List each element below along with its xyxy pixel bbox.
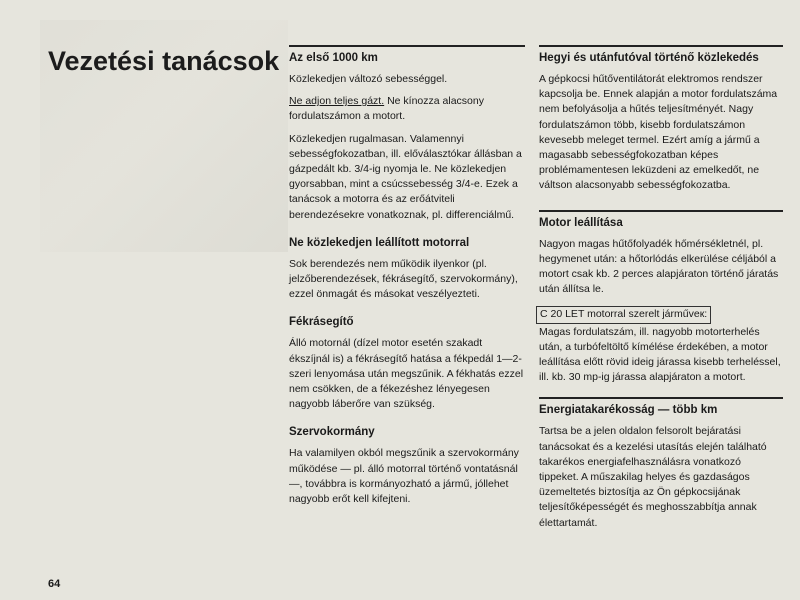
section-rule [289, 45, 525, 47]
paragraph: A gépkocsi hűtőventilátorát elektromos rendszer kapcsolja be. Ennek alapján a motor fordulatszáma nem befolyásolja a hűtés teljesítményét. Nagy fordulatszámon több, kisebb fordulatszámon kevesebb meleget termel. Ezért amíg a jármű a magasabb sebességfokozatban képes problémamentesen leküzdeni az emelkedőt, ne váltson alacsonyabb sebességfokozatba. [539, 73, 778, 192]
section-heading: Szervokormány [289, 426, 375, 439]
section-heading: Fékrásegítő [289, 316, 354, 329]
paragraph: Magas fordulatszám, ill. nagyobb motorterhelés után, a turbófeltöltő kímélése érdekében, a motor leállítása előtt rövid ideig járassa kisebb terheléssel, ill. kb. 30 mp-ig járassa alapjáraton a motort. [539, 325, 781, 384]
section-engine-off [289, 235, 525, 303]
page-number: 64 [48, 578, 61, 590]
section-rule [539, 210, 783, 212]
section-heading: Az első 1000 km [289, 52, 378, 64]
paragraph: Sok berendezés nem működik ilyenkor (pl. jelzőberendezések, fékrásegítő, szervokormány), ezzel önmagát és másokat veszélyezteti. [289, 257, 518, 301]
section-heading: Energiatakarékosság — több km [539, 404, 718, 417]
paragraph: Ne adjon teljes gázt. Ne kínozza alacsony fordulatszámon a motort. [289, 95, 484, 123]
page-title: Vezetési tanácsok [48, 46, 280, 76]
underlined-text: Ne adjon teljes gázt. [289, 95, 385, 108]
section-heading: Ne közlekedjen leállított motorral [289, 236, 470, 249]
section-energy-saving [539, 397, 783, 530]
paragraph: Nagyon magas hűtőfolyadék hőmérsékletnél, pl. hegymenet után: a hőtorlódás elkerülése céljából a motort csak kb. 2 perces alapjáraton történő járatás után állítsa le. [539, 237, 779, 296]
boxed-label: C 20 LET motorral szerelt járműveк: [536, 306, 711, 323]
section-power-steering [289, 424, 525, 507]
section-engine-shutdown [539, 210, 783, 386]
paragraph: Ha valamilyen okból megszűnik a szervokormány működése — pl. álló motorral történő vontatásnál —, továbbra is kormányozható a jármű, jóllehet nagyobb erőt kell kifejteni. [289, 447, 519, 506]
section-first-1000km [289, 45, 525, 223]
paragraph: Közlekedjen változó sebességgel. [289, 73, 448, 85]
paragraph: Álló motornál (dízel motor esetén szakadt ékszíjnál is) a fékrásegítő hatása a fékpedál 1—2-szeri lenyomása után megszűnik. A fékhatás ezzel nem csökken, de a fékezéshez lényegesen nagyobb láberőre van szükség. [289, 337, 524, 411]
paragraph: Közlekedjen rugalmasan. Valamennyi sebességfokozatban, ill. előválasztókar állásban a gázpedált kb. 3/4-ig nyomja le. Ne közlekedjen gyorsabban, mint a csúcssebesség 3/4-e. Ezek a tanácsok a motorra és az erőátviteli berendezésekre vonatkoznak, pl. differenciálmű. [289, 132, 522, 221]
section-rule [539, 45, 783, 47]
section-brake-booster [289, 314, 525, 412]
column-2 [539, 45, 783, 543]
column-1 [289, 45, 525, 519]
paragraph: Tartsa be a jelen oldalon felsorolt bejáratási tanácsokat és a kezelési utasítás elején található takarékos energiafelhasználásra vonatkozó tippeket. A műszakilag helyes és gazdaságos üzemeltetés biztosítja az Ön gépkocsijának teljesítőképességét és meghosszabbítja annak élettartamát. [539, 425, 767, 529]
section-heading: Motor leállítása [539, 216, 623, 229]
section-hill-trailer [539, 45, 783, 194]
section-heading: Hegyi és utánfutóval történő közlekedés [539, 52, 759, 64]
section-rule [539, 397, 783, 399]
